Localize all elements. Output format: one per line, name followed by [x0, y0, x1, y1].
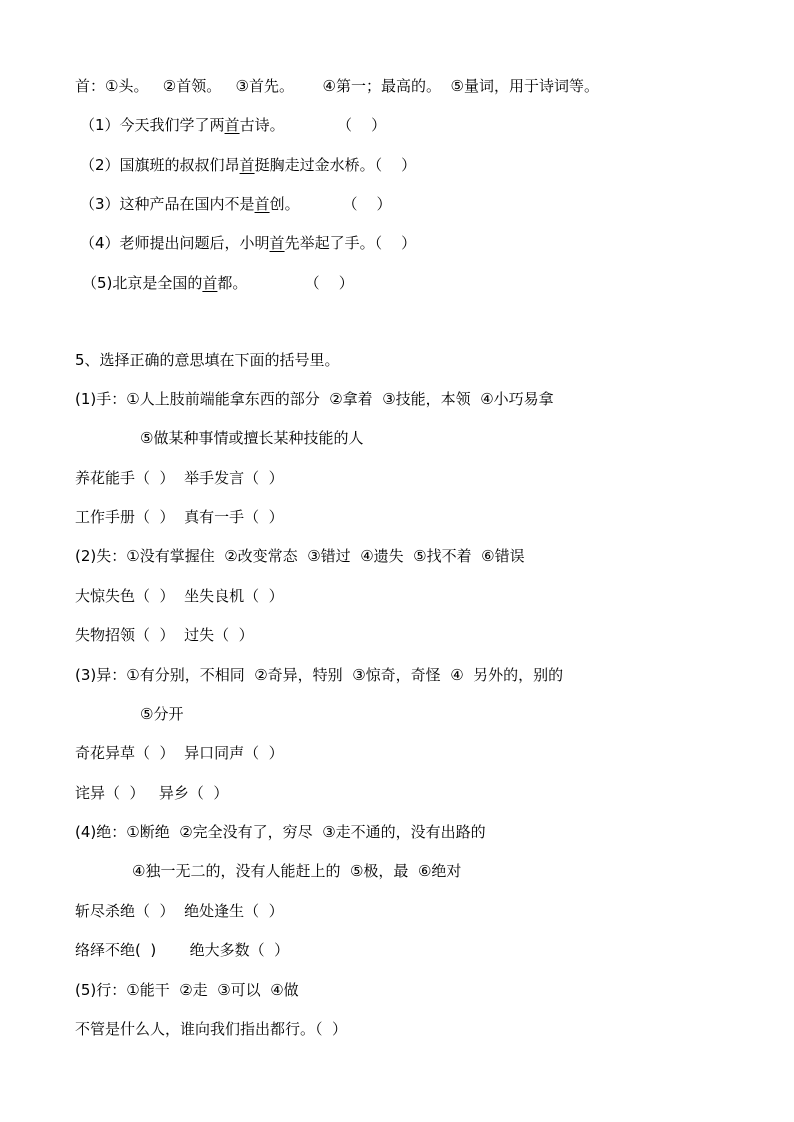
question-text-post: 挺胸走过金水桥。（ ）	[254, 156, 417, 174]
question-text-post: 创。 （ ）	[269, 195, 392, 213]
question-item-1	[80, 115, 386, 135]
exercise-line: 不管是什么人，谁向我们指出都行。（ ）	[75, 1020, 348, 1038]
question-text-post: 先举起了手。（ ）	[284, 234, 417, 252]
exercise-line: 失物招领（ ） 过失（ ）	[75, 626, 254, 644]
definition-jue-cont: ④独一无二的，没有人能赶上的 ⑤极，最 ⑥绝对	[132, 862, 462, 880]
exercise-line: 络绎不绝( ) 绝大多数（ ）	[75, 941, 290, 959]
question-text-post: 古诗。 （ ）	[239, 116, 387, 134]
underlined-target-char: 首	[254, 195, 270, 213]
question-text-pre: （1）今天我们学了两	[80, 116, 225, 134]
question-item-4	[80, 233, 416, 253]
underlined-target-char: 首	[224, 116, 240, 134]
question-item-2	[80, 155, 416, 175]
exercise-line: 诧异（ ） 异乡（ ）	[75, 784, 229, 802]
definition-shou: 首：①头。 ②首领。 ③首先。 ④第一；最高的。 ⑤量词，用于诗词等。	[75, 77, 599, 95]
exercise-line: 工作手册（ ） 真有一手（ ）	[75, 508, 284, 526]
question-item-5	[82, 273, 354, 293]
definition-yi: (3)异：①有分别，不相同 ②奇异，特别 ③惊奇，奇怪 ④ 另外的，别的	[75, 666, 564, 684]
definition-shou-hand-cont: ⑤做某种事情或擅长某种技能的人	[140, 429, 364, 447]
question-text-pre: （4）老师提出问题后，小明	[80, 234, 270, 252]
exercise-line: 养花能手（ ） 举手发言（ ）	[75, 469, 284, 487]
definition-jue: (4)绝：①断绝 ②完全没有了，穷尽 ③走不通的，没有出路的	[75, 823, 486, 841]
question-text-post: 都。 （ ）	[217, 274, 354, 292]
underlined-target-char: 首	[269, 234, 285, 252]
definition-shou-hand: (1)手：①人上肢前端能拿东西的部分 ②拿着 ③技能，本领 ④小巧易拿	[75, 390, 554, 408]
section-5-title: 5、选择正确的意思填在下面的括号里。	[75, 351, 340, 369]
definition-xing: (5)行：①能干 ②走 ③可以 ④做	[75, 981, 299, 999]
question-item-3	[80, 194, 392, 214]
underlined-target-char: 首	[239, 156, 255, 174]
exercise-line: 奇花异草（ ） 异口同声（ ）	[75, 744, 284, 762]
underlined-target-char: 首	[202, 274, 218, 292]
definition-yi-cont: ⑤分开	[140, 705, 184, 723]
exercise-line: 大惊失色（ ） 坐失良机（ ）	[75, 587, 284, 605]
question-text-pre: （5)北京是全国的	[82, 274, 203, 292]
definition-shi: (2)失：①没有掌握住 ②改变常态 ③错过 ④遗失 ⑤找不着 ⑥错误	[75, 547, 525, 565]
exercise-line: 斩尽杀绝（ ） 绝处逢生（ ）	[75, 902, 284, 920]
question-text-pre: （3）这种产品在国内不是	[80, 195, 255, 213]
question-text-pre: （2）国旗班的叔叔们昂	[80, 156, 240, 174]
